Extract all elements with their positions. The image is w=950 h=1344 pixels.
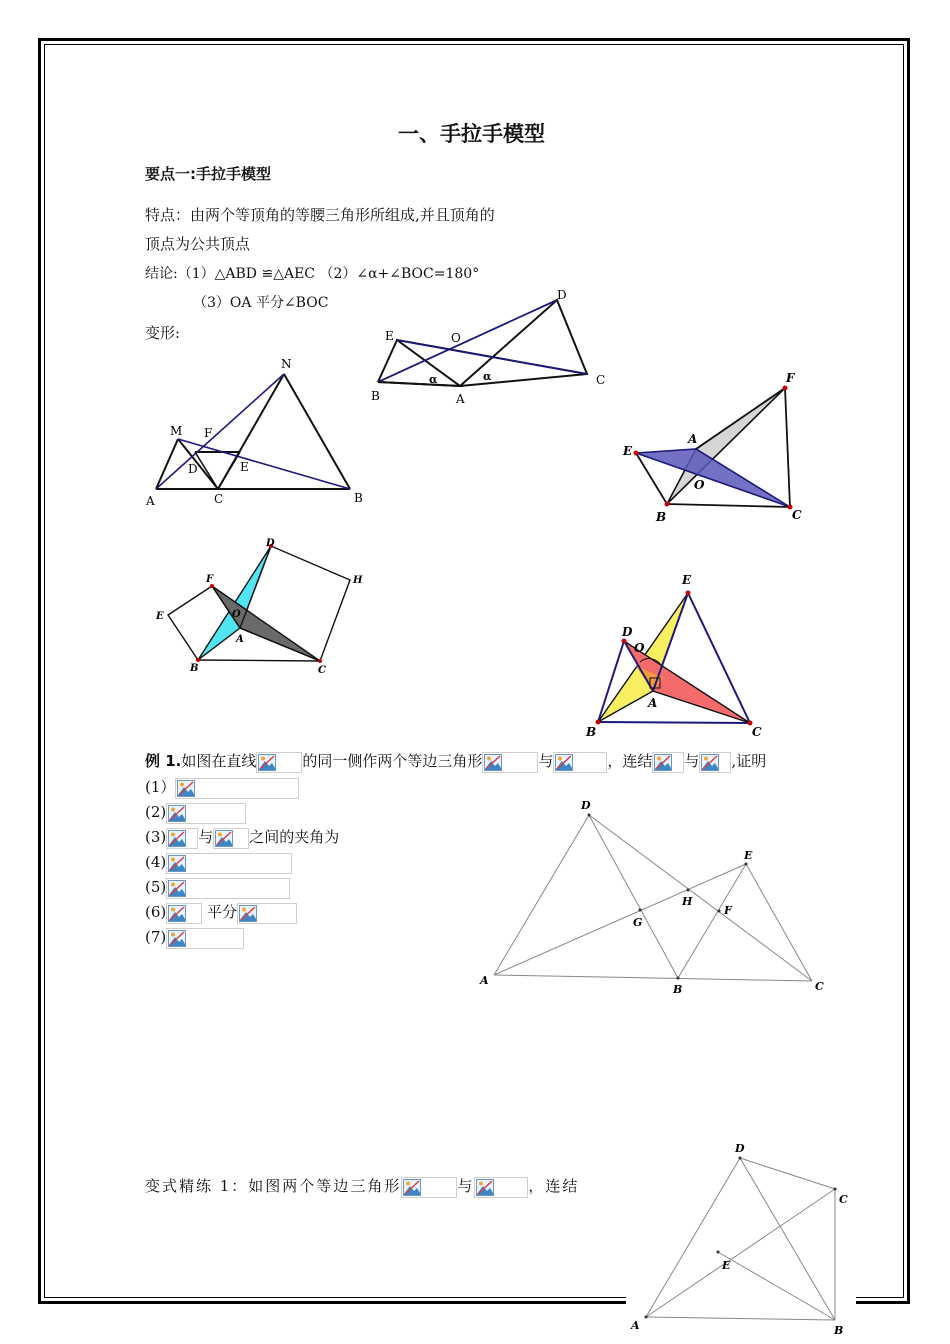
label-E: E — [722, 1259, 731, 1272]
item-prefix: (5) — [145, 878, 167, 896]
formula-placeholder — [166, 803, 246, 824]
formula-placeholder — [166, 828, 198, 849]
example1-statement — [145, 751, 766, 773]
label-C: C — [318, 665, 326, 676]
example1-label: 例 1. — [145, 752, 182, 770]
formula-placeholder — [401, 1177, 457, 1198]
label-alpha-2: α — [483, 370, 492, 383]
formula-placeholder — [213, 828, 249, 849]
label-B: B — [354, 491, 363, 505]
figure-variant-shaded — [618, 365, 818, 530]
broken-image-icon — [168, 905, 186, 922]
label-G: G — [633, 916, 643, 929]
label-C: C — [792, 508, 802, 522]
label-O: O — [634, 641, 645, 655]
item-prefix: (4) — [145, 853, 167, 871]
label-C: C — [596, 373, 606, 387]
label-B: B — [834, 1324, 844, 1337]
feature-line-1: 特点：由两个等顶角的等腰三角形所组成,并且顶角的 — [145, 206, 495, 224]
item-prefix: (2) — [145, 803, 167, 821]
formula-placeholder — [237, 903, 297, 924]
example1-text-e: 与 — [684, 752, 700, 770]
figure-variant-colored — [580, 572, 780, 742]
figure-variant-squares — [150, 535, 375, 675]
item-mid: 平分 — [202, 903, 238, 921]
page-title: 一、手拉手模型 — [398, 122, 545, 146]
variant-text-c: ，连结 — [528, 1177, 580, 1195]
label-E: E — [156, 611, 164, 622]
broken-image-icon — [701, 754, 719, 771]
item-2 — [145, 802, 246, 824]
label-C: C — [752, 725, 762, 739]
label-D: D — [266, 538, 275, 549]
feature-line-2: 顶点为公共顶点 — [145, 235, 251, 253]
label-M: M — [170, 424, 183, 438]
formula-placeholder — [482, 752, 538, 773]
broken-image-icon — [168, 830, 186, 847]
formula-placeholder — [699, 752, 731, 773]
label-E: E — [240, 460, 249, 474]
example1-text-b: 的同一侧作两个等边三角形 — [302, 752, 483, 770]
label-B: B — [673, 983, 683, 996]
variant-text-a: 变式精练 1：如图两个等边三角形 — [145, 1177, 402, 1195]
item-1 — [145, 777, 299, 799]
formula-placeholder — [652, 752, 684, 773]
label-E: E — [385, 329, 394, 343]
item-mid: 与 — [198, 828, 214, 846]
formula-placeholder — [256, 752, 302, 773]
broken-image-icon — [168, 855, 186, 872]
label-F: F — [724, 904, 732, 917]
formula-placeholder — [166, 903, 202, 924]
label-B: B — [586, 725, 597, 739]
label-D: D — [581, 799, 591, 812]
broken-image-icon — [484, 754, 502, 771]
variant-practice-1 — [145, 1176, 579, 1198]
broken-image-icon — [258, 754, 276, 771]
label-B: B — [190, 663, 199, 674]
label-alpha-1: α — [429, 373, 438, 386]
item-6 — [145, 902, 297, 924]
formula-placeholder — [166, 853, 292, 874]
broken-image-icon — [403, 1179, 421, 1196]
item-3 — [145, 827, 339, 849]
label-A: A — [236, 634, 244, 645]
label-A: A — [648, 696, 658, 710]
label-F: F — [204, 426, 213, 440]
label-E: E — [623, 444, 633, 458]
figure-variant-collinear — [140, 355, 370, 515]
label-A: A — [688, 432, 698, 446]
broken-image-icon — [168, 930, 186, 947]
broken-image-icon — [177, 780, 195, 797]
label-O: O — [694, 478, 705, 492]
item-5 — [145, 877, 290, 899]
conclusion-line-1: 结论:（1）△ABD ≌△AEC （2）∠α+∠BOC=180° — [145, 266, 480, 282]
item-4 — [145, 852, 292, 874]
broken-image-icon — [215, 830, 233, 847]
broken-image-icon — [168, 880, 186, 897]
broken-image-icon — [476, 1179, 494, 1196]
example1-text-d: ，连结 — [607, 752, 653, 770]
label-A: A — [146, 494, 155, 508]
figure-variant-practice-1 — [625, 1138, 855, 1338]
item-prefix: (3) — [145, 828, 167, 846]
label-A: A — [631, 1319, 640, 1332]
broken-image-icon — [654, 754, 672, 771]
variant-text-b: 与 — [457, 1177, 475, 1195]
variant-label: 变形: — [145, 324, 181, 342]
example1-text-f: ,证明 — [731, 752, 767, 770]
label-C: C — [839, 1193, 848, 1206]
label-E: E — [744, 849, 753, 862]
example1-text-c: 与 — [538, 752, 554, 770]
broken-image-icon — [555, 754, 573, 771]
label-H: H — [682, 895, 693, 908]
formula-placeholder — [474, 1177, 528, 1198]
label-E: E — [682, 573, 692, 587]
label-O: O — [451, 331, 461, 345]
item-prefix: (7) — [145, 928, 167, 946]
label-A: A — [480, 974, 489, 987]
figure-example1 — [472, 796, 832, 1001]
formula-placeholder — [553, 752, 607, 773]
item-7 — [145, 927, 244, 949]
label-D: D — [557, 288, 567, 302]
item-prefix: (1） — [145, 778, 176, 796]
label-C: C — [815, 980, 824, 993]
label-O: O — [232, 609, 241, 620]
broken-image-icon — [168, 805, 186, 822]
label-B: B — [656, 510, 667, 524]
label-D: D — [622, 625, 633, 639]
label-D: D — [188, 462, 198, 476]
formula-placeholder — [166, 878, 290, 899]
conclusion-line-2: （3）OA 平分∠BOC — [193, 295, 329, 311]
broken-image-icon — [239, 905, 257, 922]
label-F: F — [786, 371, 795, 385]
item-prefix: (6) — [145, 903, 167, 921]
figure-basic-hand-in-hand — [365, 288, 615, 408]
point1-heading: 要点一:手拉手模型 — [145, 165, 271, 183]
label-B: B — [371, 389, 380, 403]
label-D: D — [735, 1142, 745, 1155]
label-N: N — [281, 357, 292, 371]
label-A: A — [456, 392, 465, 406]
item-suffix: 之间的夹角为 — [249, 828, 340, 846]
label-H: H — [353, 575, 363, 586]
label-C: C — [214, 492, 224, 506]
formula-placeholder — [166, 928, 244, 949]
formula-placeholder — [175, 778, 299, 799]
label-F: F — [206, 574, 214, 585]
example1-text-a: 如图在直线 — [181, 752, 257, 770]
